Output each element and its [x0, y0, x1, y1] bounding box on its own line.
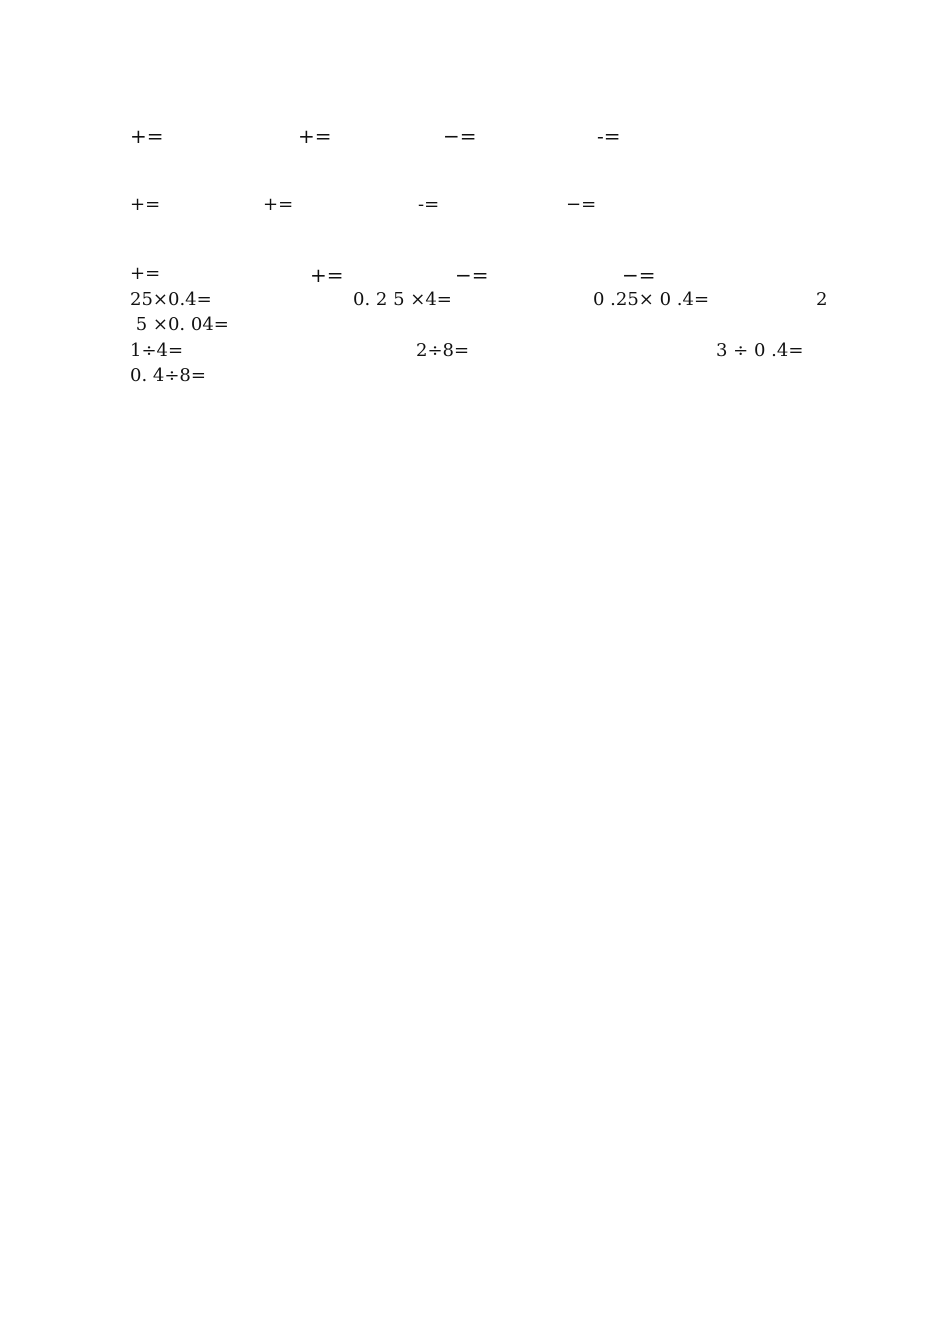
- expr-r3-c3: −=: [455, 263, 489, 287]
- mult-expr-a: 25×0.4=: [130, 289, 212, 310]
- expr-r2-c4: −=: [566, 194, 597, 215]
- div-expr-d: 0. 4÷8=: [130, 365, 206, 386]
- expr-r3-c1: +=: [130, 263, 161, 284]
- div-expr-c: 3 ÷ 0 .4=: [716, 340, 804, 361]
- expr-r1-c3: −=: [443, 124, 477, 148]
- expr-r3-c2: +=: [310, 263, 344, 287]
- expr-r2-c1: +=: [130, 194, 161, 215]
- div-expr-a: 1÷4=: [130, 340, 184, 361]
- expr-r2-c3: -=: [418, 194, 440, 215]
- expr-r2-c2: +=: [263, 194, 294, 215]
- expr-r1-c1: +=: [130, 124, 164, 148]
- mult-expr-b: 0. 2 5 ×4=: [353, 289, 452, 310]
- mult-expr-d-end: 5 ×0. 04=: [130, 314, 229, 335]
- mult-expr-c: 0 .25× 0 .4=: [593, 289, 710, 310]
- expr-r1-c2: +=: [298, 124, 332, 148]
- expr-r1-c4: -=: [597, 124, 621, 148]
- div-expr-b: 2÷8=: [416, 340, 470, 361]
- mult-expr-d-start: 2: [816, 289, 828, 310]
- expr-r3-c4: −=: [622, 263, 656, 287]
